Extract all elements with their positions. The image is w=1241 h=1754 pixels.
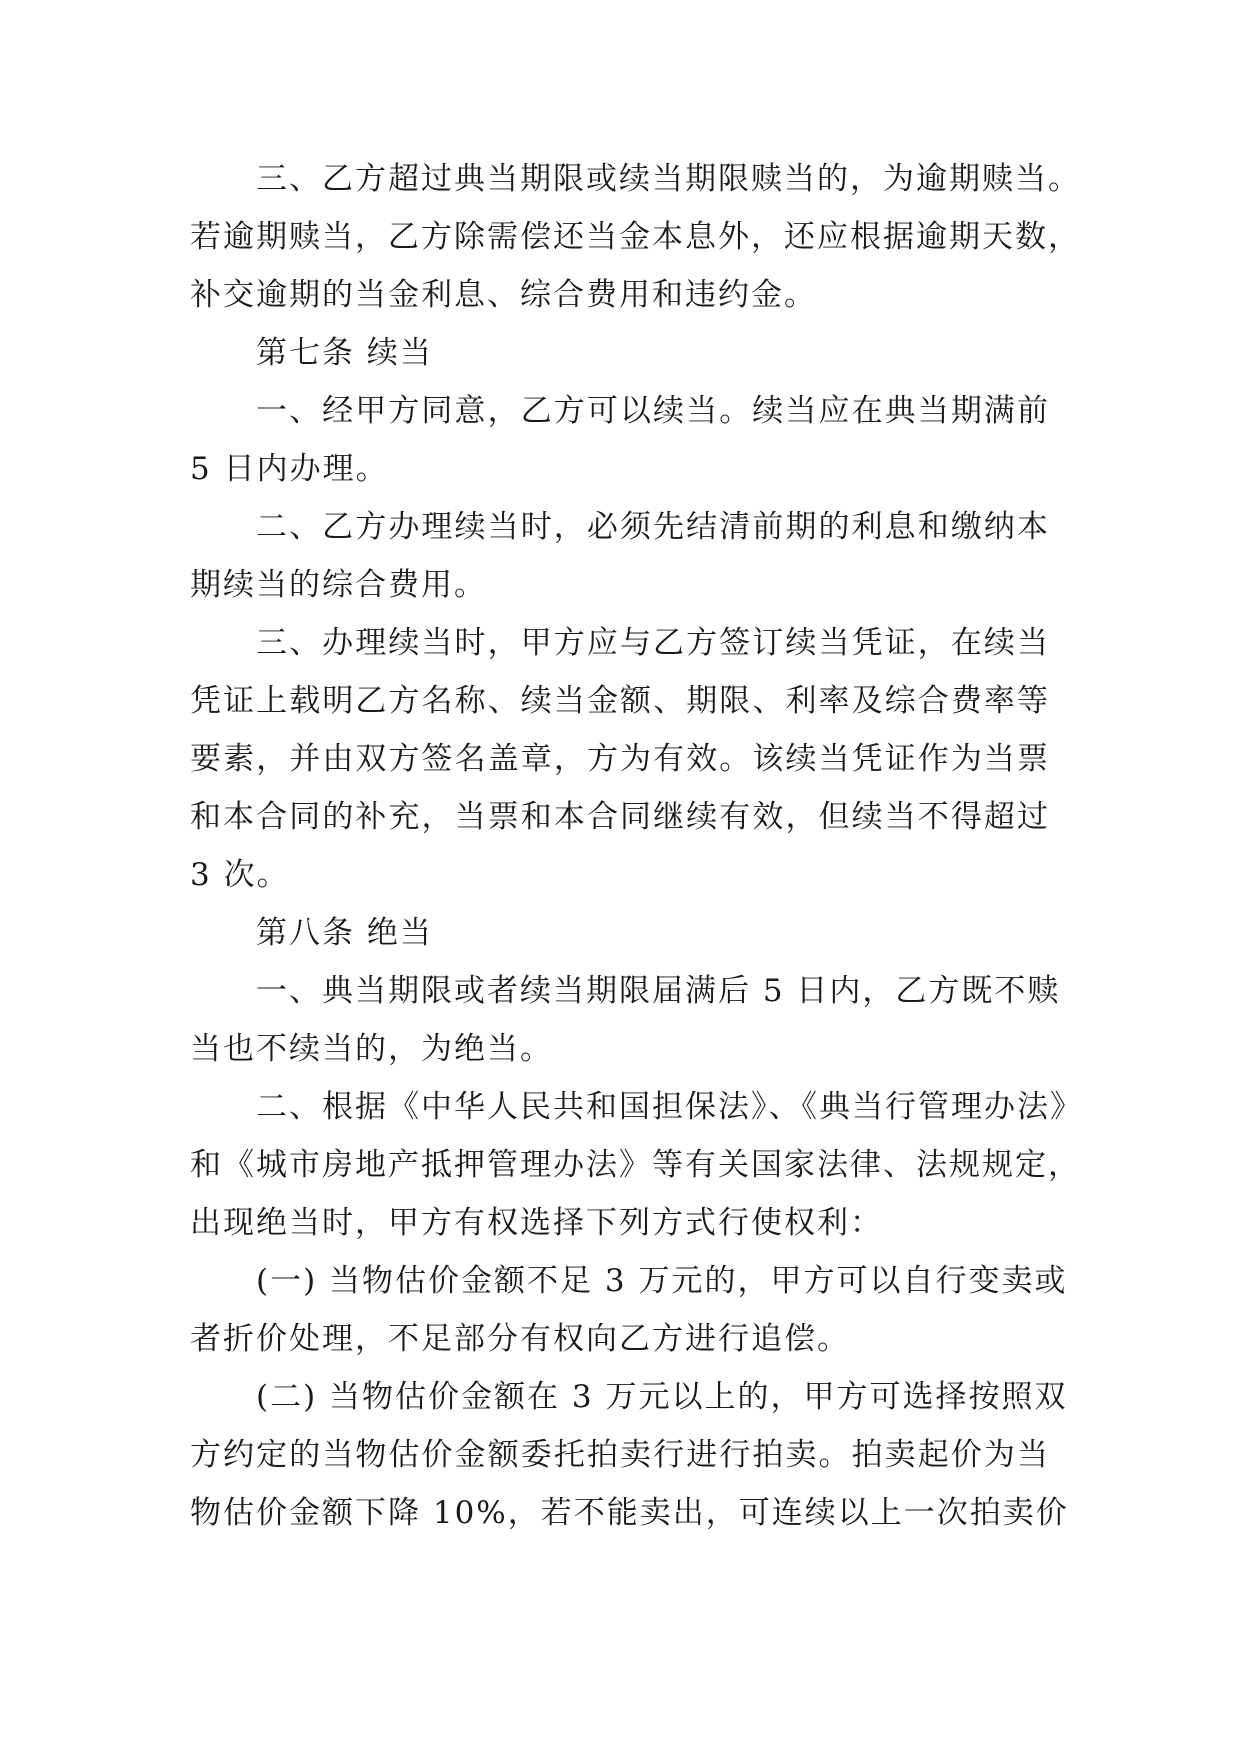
text-line: 和本合同的补充，当票和本合同继续有效，但续当不得超过 bbox=[190, 799, 1050, 835]
text-line: (一) 当物估价金额不足 3 万元的，甲方可以自行变卖或 bbox=[256, 1263, 1068, 1299]
text-line: 二、根据《中华人民共和国担保法》、《典当行管理办法》 bbox=[256, 1089, 1083, 1125]
text-line: 要素，并由双方签名盖章，方为有效。该续当凭证作为当票 bbox=[190, 741, 1050, 777]
text-line: 一、典当期限或者续当期限届满后 5 日内，乙方既不赎 bbox=[256, 973, 1061, 1009]
text-line: 若逾期赎当，乙方除需偿还当金本息外，还应根据逾期天数， bbox=[190, 219, 1081, 255]
text-line: 物估价金额下降 10%，若不能卖出，可连续以上一次拍卖价 bbox=[190, 1495, 1069, 1531]
text-line: 方约定的当物估价金额委托拍卖行进行拍卖。拍卖起价为当 bbox=[190, 1437, 1050, 1473]
text-line: 和《城市房地产抵押管理办法》等有关国家法律、法规规定， bbox=[190, 1147, 1081, 1183]
text-line: 补交逾期的当金利息、综合费用和违约金。 bbox=[190, 277, 817, 313]
text-line: 三、办理续当时，甲方应与乙方签订续当凭证，在续当 bbox=[256, 625, 1050, 661]
text-line: 者折价处理，不足部分有权向乙方进行追偿。 bbox=[190, 1321, 850, 1357]
document-body bbox=[190, 150, 1083, 1542]
text-line: 5 日内办理。 bbox=[190, 451, 389, 487]
text-line: 三、乙方超过典当期限或续当期限赎当的，为逾期赎当。 bbox=[256, 161, 1081, 197]
text-line: 3 次。 bbox=[190, 857, 290, 893]
section-heading: 第七条 续当 bbox=[256, 335, 433, 371]
text-line: 出现绝当时，甲方有权选择下列方式行使权利： bbox=[190, 1205, 883, 1241]
text-line: 当也不续当的，为绝当。 bbox=[190, 1031, 553, 1067]
section-heading: 第八条 绝当 bbox=[256, 915, 433, 951]
text-line: 二、乙方办理续当时，必须先结清前期的利息和缴纳本 bbox=[256, 509, 1050, 545]
text-line: (二) 当物估价金额在 3 万元以上的，甲方可选择按照双 bbox=[256, 1379, 1068, 1415]
text-line: 期续当的综合费用。 bbox=[190, 567, 487, 603]
text-line: 凭证上载明乙方名称、续当金额、期限、利率及综合费率等 bbox=[190, 683, 1050, 719]
text-line: 一、经甲方同意，乙方可以续当。续当应在典当期满前 bbox=[256, 393, 1050, 429]
